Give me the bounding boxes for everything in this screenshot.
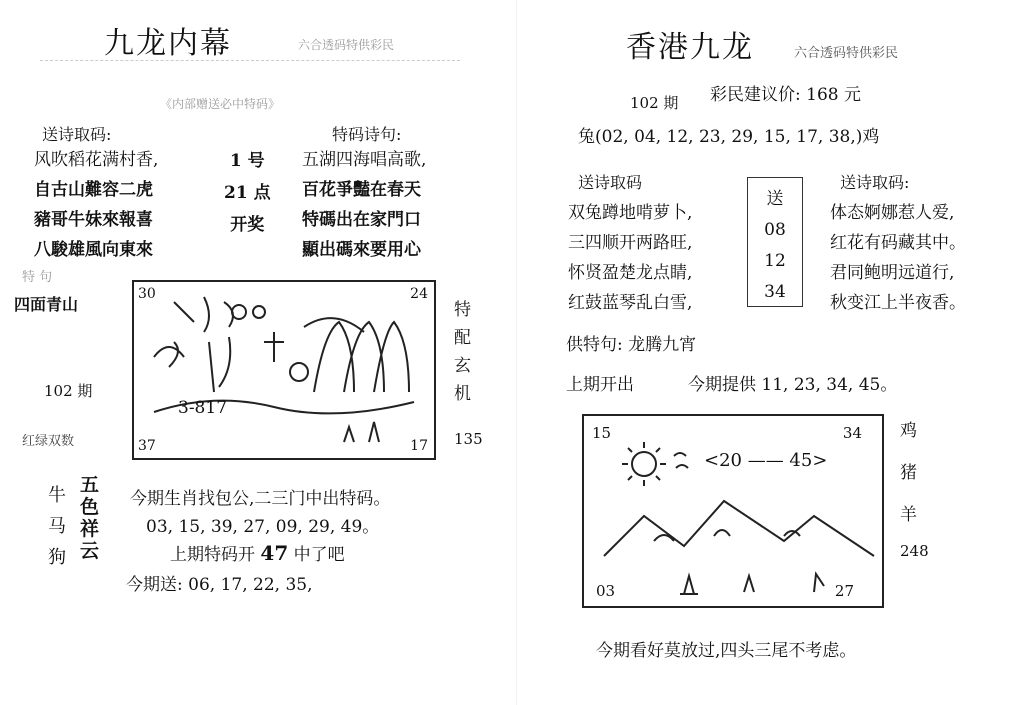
vertical-char: 特 [454, 300, 471, 320]
send-box-content [748, 178, 802, 308]
poem-line: 君同鲍明远道行, [830, 263, 955, 283]
poem-line: 特碼出在家門口 [302, 210, 421, 230]
wuse-column [80, 474, 99, 562]
zodiac-item: 猪 [900, 463, 917, 483]
poem-line: 红花有码藏其中。 [830, 233, 966, 253]
right-bottom-line: 今期看好莫放过,四头三尾不考虑。 [596, 641, 857, 661]
vertical-char: 机 [454, 384, 471, 404]
poem-line: 三四顺开两路旺, [568, 233, 693, 253]
vertical-char: 配 [454, 328, 471, 348]
left-poem-right [302, 145, 426, 265]
box-corner-bl: 37 [138, 438, 156, 454]
left-poem-left [34, 145, 158, 265]
box-corner-tr: 34 [842, 424, 862, 442]
line3-suffix: 中了吧 [293, 545, 345, 565]
zodiac-item: 狗 [48, 547, 66, 568]
left-line4: 今期送: 06, 17, 22, 35, [126, 575, 313, 595]
right-send-box [747, 177, 803, 307]
left-poem-header: 送诗取码: [42, 125, 112, 144]
left-right-vertical [454, 296, 471, 408]
right-poem-left [568, 198, 692, 318]
poem-line: 八駿雄風向東來 [34, 240, 153, 260]
right-title-sub: 六合透码特供彩民 [794, 46, 899, 61]
right-poem-right [830, 198, 966, 318]
right-sketch-box [582, 414, 884, 608]
poem-line: 体态婀娜惹人爱, [830, 203, 955, 223]
box-sketch-text: <20 —— 45> [704, 450, 828, 471]
left-line1: 今期生肖找包公,二三门中出特码。 [130, 489, 391, 509]
vertical-char: 玄 [454, 356, 471, 376]
box-corner-br: 17 [410, 438, 428, 454]
right-right-number: 248 [900, 542, 929, 560]
wuse-char: 云 [80, 540, 100, 562]
poem-line: 豬哥牛妹來報喜 [34, 210, 153, 230]
right-price: 彩民建议价: 168 元 [710, 85, 861, 105]
left-line2: 03, 15, 39, 27, 09, 29, 49。 [146, 517, 380, 537]
send-number: 12 [764, 251, 786, 271]
poem-line: 五湖四海唱高歌, [302, 150, 427, 170]
wuse-char: 色 [80, 496, 100, 518]
draw-label: 开奖 [230, 215, 265, 235]
zodiac-column [48, 480, 66, 573]
box-corner-tl: 15 [592, 424, 612, 442]
right-poem-header-right: 送诗取码: [840, 173, 910, 192]
left-sketch-box [132, 280, 436, 460]
right-this-period: 今期提供 11, 23, 34, 45。 [688, 375, 898, 395]
right-sketch-drawing [584, 416, 882, 606]
left-period-note: 红绿双数 [22, 434, 75, 449]
left-title-divider [40, 60, 460, 61]
left-tema-header: 特码诗句: [332, 125, 402, 144]
line3-number: 47 [260, 541, 289, 565]
wuse-char: 祥 [80, 518, 100, 540]
left-draw-info [224, 145, 271, 241]
box-corner-tl: 30 [138, 286, 156, 302]
right-last-period: 上期开出 [566, 375, 634, 395]
send-label: 送 [766, 189, 784, 209]
box-corner-tr: 24 [410, 286, 428, 302]
line3-prefix: 上期特码开 [170, 545, 255, 565]
draw-time: 21 点 [224, 183, 271, 203]
left-title: 九龙内幕 [104, 26, 232, 61]
poem-line: 怀贤盈楚龙点睛, [568, 263, 693, 283]
wuse-char: 五 [80, 474, 100, 496]
right-title: 香港九龙 [626, 30, 754, 65]
poem-line: 自古山難容二虎 [34, 180, 153, 200]
teju-label: 特 句 [22, 270, 53, 285]
right-gongte: 供特句: 龙腾九宵 [566, 335, 697, 355]
left-line3 [170, 540, 345, 565]
draw-date: 1 号 [229, 151, 265, 171]
left-title-sub: 六合透码特供彩民 [298, 38, 395, 52]
poem-line: 双兔蹲地啃萝卜, [568, 203, 693, 223]
send-number: 34 [764, 282, 786, 302]
right-zodiac-column [900, 410, 917, 536]
poem-line: 秋变江上半夜香。 [830, 293, 966, 313]
box-corner-br: 27 [834, 582, 854, 600]
teju-value: 四面青山 [14, 295, 79, 314]
zodiac-item: 鸡 [900, 421, 917, 441]
box-corner-bl: 03 [596, 582, 616, 600]
right-period: 102 期 [630, 94, 679, 112]
left-secret-line: 《内部赠送必中特码》 [160, 97, 281, 111]
poem-line: 顯出碼來要用心 [302, 240, 421, 260]
page-divider [516, 0, 517, 705]
left-sketch-drawing [134, 282, 434, 458]
poem-line: 红鼓蓝琴乱白雪, [568, 293, 693, 313]
zodiac-item: 马 [48, 516, 66, 537]
right-poem-header-left: 送诗取码 [578, 173, 643, 192]
send-number: 08 [764, 220, 786, 240]
box-sketch-text: 3-817 [178, 398, 228, 418]
zodiac-item: 牛 [48, 485, 66, 506]
poem-line: 风吹稻花满村香, [34, 150, 159, 170]
left-right-number: 135 [454, 430, 483, 448]
right-numbers-line: 兔(02, 04, 12, 23, 29, 15, 17, 38,)鸡 [578, 127, 880, 147]
left-period: 102 期 [44, 382, 93, 400]
zodiac-item: 羊 [900, 505, 917, 525]
poem-line: 百花爭豔在春天 [302, 180, 421, 200]
